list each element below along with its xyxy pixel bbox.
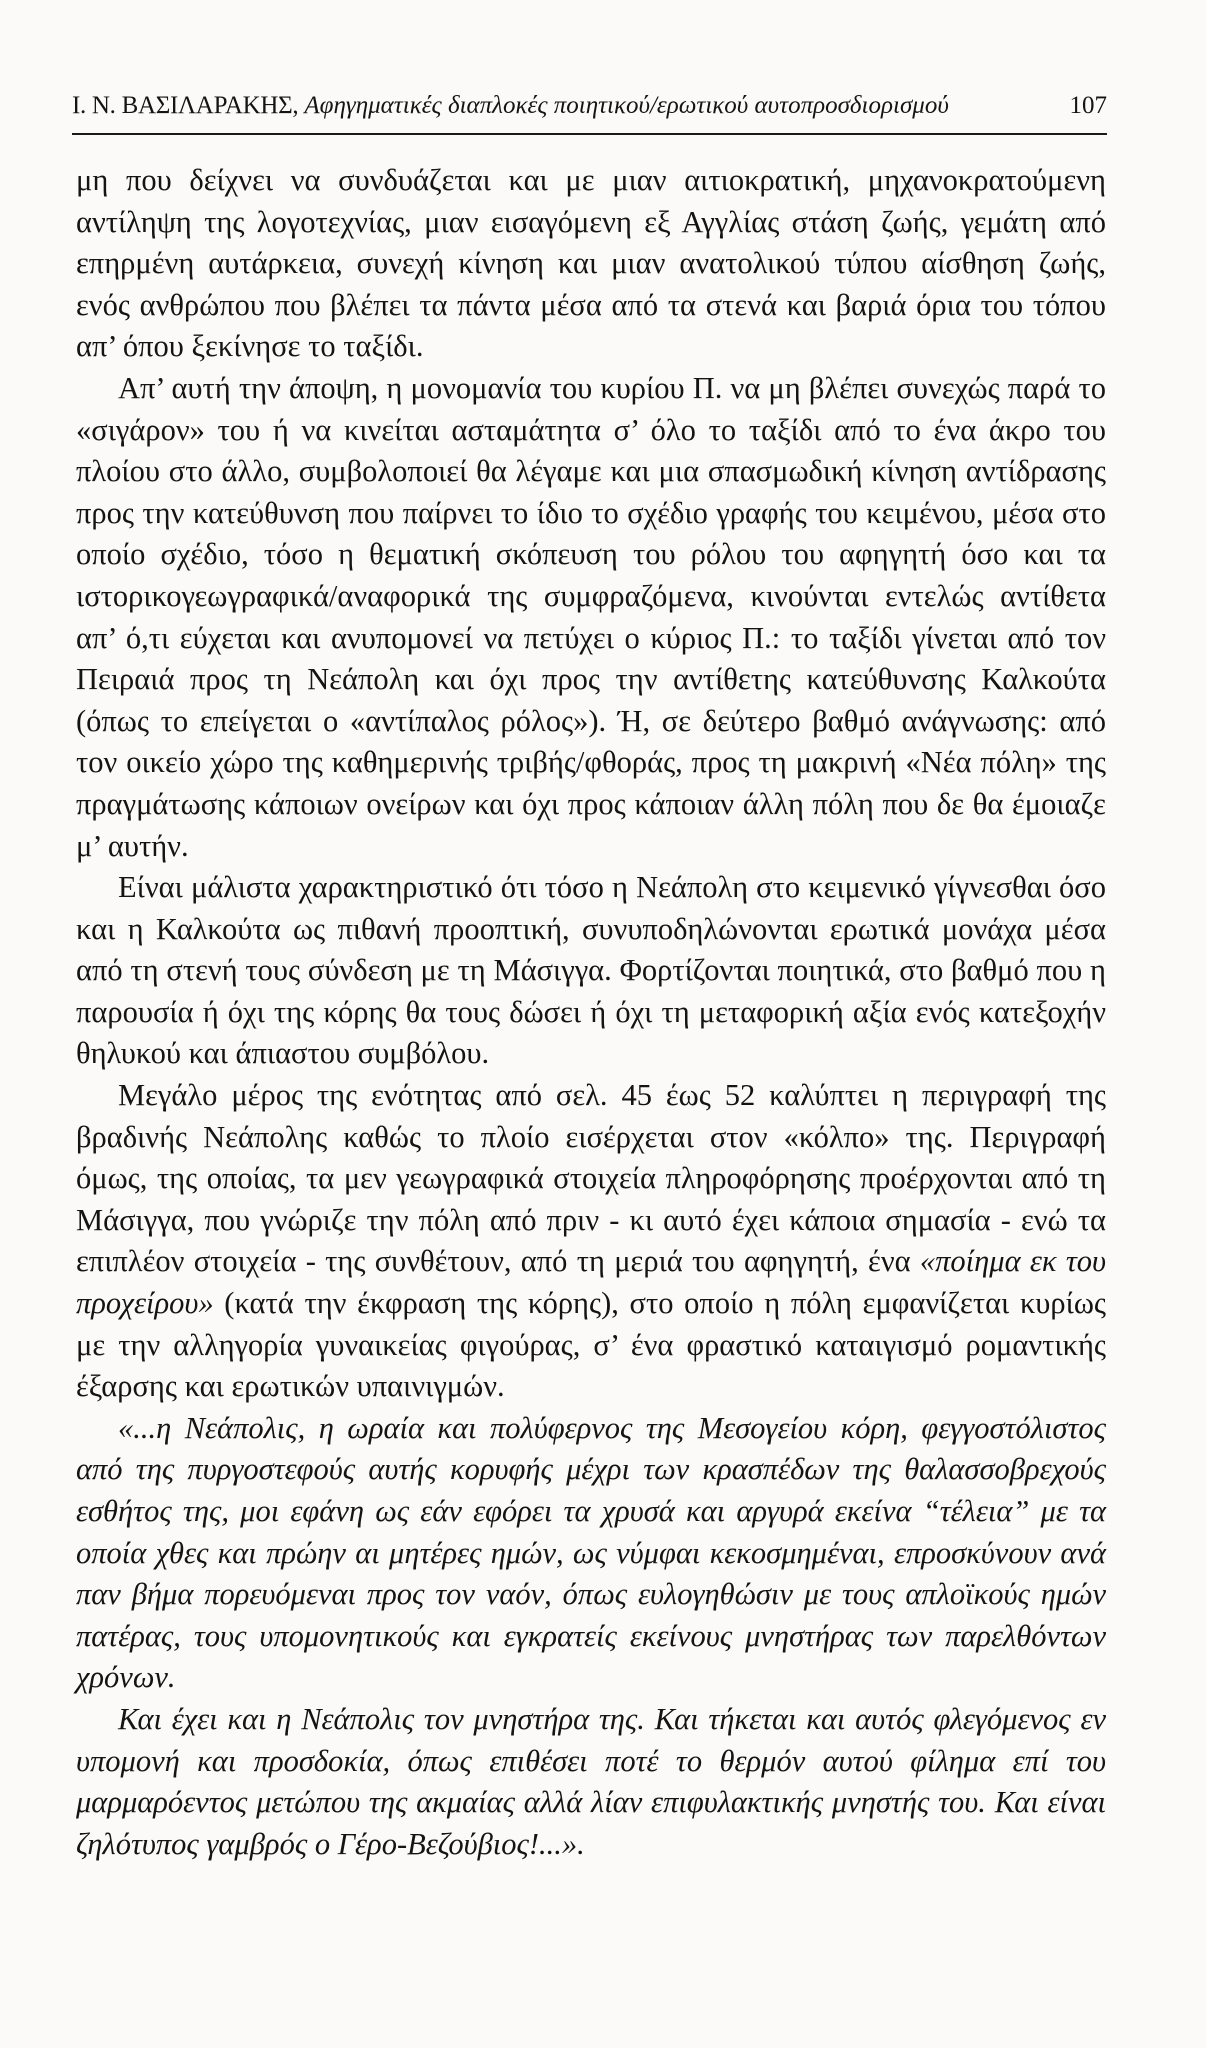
- italic-phrase: «ποίημα εκ του προχείρου»: [76, 1244, 1107, 1321]
- header-rule: [72, 133, 1107, 135]
- paragraph: [76, 1075, 1106, 1408]
- paragraph-text: (κατά την έκφραση της κόρης), στο οποίο η πόλη εμφανίζεται κυρίως με την αλληγορία γυναικείας φιγούρας, σ’ ένα φραστικό καταιγισμό ρομαντικής έξαρσης και ερωτικών υπαινιγμών.: [76, 1286, 1106, 1404]
- block-quote: «...η Νεάπολις, η ωραία και πολύφερνος της Μεσογείου κόρη, φεγγοστόλιστος από της πυργοστεφούς αυτής κορυφής μέχρι των κρασπέδων της θαλασσοβρεχούς εσθήτος της, μοι εφάνη ως εάν εφόρει τα χρυσά και αργυρά εκείνα “τέλεια” με τα οποία χθες και πρώην αι μητέρες ημών, ως νύμφαι κεκοσμημέναι, επροσκύνουν ανά παν βήμα πορευόμεναι προς τον ναόν, όπως ευλογηθώσιν με τους απλοϊκούς ημών πατέρας, τους υπομονητικούς και εγκρατείς εκείνους μνηστήρας των παρελθόντων χρόνων.: [76, 1410, 1106, 1695]
- paragraph: Απ’ αυτή την άποψη, η μονομανία του κυρίου Π. να μη βλέπει συνεχώς παρά το «σιγάρον» του ή να κινείται ασταμάτητα σ’ όλο το ταξίδι από το ένα άκρο του πλοίου στο άλλο, συμβολοποιεί θα λέγαμε και μια σπασμωδική κίνηση αντίδρασης προς την κατεύθυνση που παίρνει το ίδιο το σχέδιο γραφής του κειμένου, μέσα στο οποίο σχέδιο, τόσο η θεματική σκόπευση του ρόλου του αφηγητή όσο και τα ιστορικογεωγραφικά/αναφορικά της συμφραζόμενα, κινούνται εντελώς αντίθετα απ’ ό,τι εύχεται και ανυπομονεί να πετύχει ο κύριος Π.: το ταξίδι γίνεται από τον Πειραιά προς τη Νεάπολη και όχι προς την αντίθετης κατεύθυνσης Καλκούτα (όπως το επείγεται ο «αντίπαλος ρόλος»). Ή, σε δεύτερο βαθμό ανάγνωσης: από τον οικείο χώρο της καθημερινής τριβής/φθοράς, προς τη μακρινή «Νέα πόλη» της πραγμάτωσης κάποιων ονείρων και όχι προς κάποιαν άλλη πόλη που δε θα έμοιαζε μ’ αυτήν.: [76, 370, 1106, 863]
- header-running-title: Αφηγηματικές διαπλοκές ποιητικού/ερωτικού αυτοπροσδιορισμού: [304, 92, 949, 119]
- header-author: Ι. Ν. ΒΑΣΙΛΑΡΑΚΗΣ,: [72, 92, 299, 119]
- page-number: 107: [1069, 92, 1107, 119]
- block-quote: Και έχει και η Νεάπολις τον μνηστήρα της. Και τήκεται και αυτός φλεγόμενος εν υπομονή και προσδοκία, όπως επιθέσει ποτέ το θερμόν αυτού φίλημα επί του μαρμαρόεντος μετώπου της ακμαίας αλλά λίαν επιφυλακτικής μνηστής του. Και είναι ζηλότυπος γαμβρός ο Γέρο-Βεζούβιος!...».: [76, 1701, 1106, 1861]
- paragraph: Είναι μάλιστα χαρακτηριστικό ότι τόσο η Νεάπολη στο κειμενικό γίγνεσθαι όσο και η Καλκούτα ως πιθανή προοπτική, συνυποδηλώνονται ερωτικά μονάχα μέσα από τη στενή τους σύνδεση με τη Μάσιγγα. Φορτίζονται ποιητικά, στο βαθμό που η παρουσία ή όχι της κόρης θα τους δώσει ή όχι τη μεταφορική αξία ενός κατεξοχήν θηλυκού και άπιαστου συμβόλου.: [76, 870, 1106, 1071]
- running-header: [72, 86, 1107, 126]
- paragraph-continued: μη που δείχνει να συνδυάζεται και με μιαν αιτιοκρατική, μηχανοκρατούμενη αντίληψη της λογοτεχνίας, μιαν εισαγόμενη εξ Αγγλίας στάση ζωής, γεμάτη από επηρμένη αυτάρκεια, συνεχή κίνηση και μιαν ανατολικού τύπου αίσθηση ζωής, ενός ανθρώπου που βλέπει τα πάντα μέσα από τα στενά και βαριά όρια του τόπου απ’ όπου ξεκίνησε το ταξίδι.: [76, 163, 1106, 364]
- paragraph-text: Μεγάλο μέρος της ενότητας από σελ. 45 έως 52 καλύπτει η περιγραφή της βραδινής Νεάπολης καθώς το πλοίο εισέρχεται στον «κόλπο» της. Περιγραφή όμως, της οποίας, τα μεν γεωγραφικά στοιχεία πληροφόρησης προέρχονται από τη Μάσιγγα, που γνώριζε την πόλη από πριν - κι αυτό έχει κάποια σημασία - ενώ τα επιπλέον στοιχεία - της συνθέτουν, από τη μεριά του αφηγητή, ένα: [76, 1078, 1106, 1279]
- body-text: [76, 160, 1106, 1865]
